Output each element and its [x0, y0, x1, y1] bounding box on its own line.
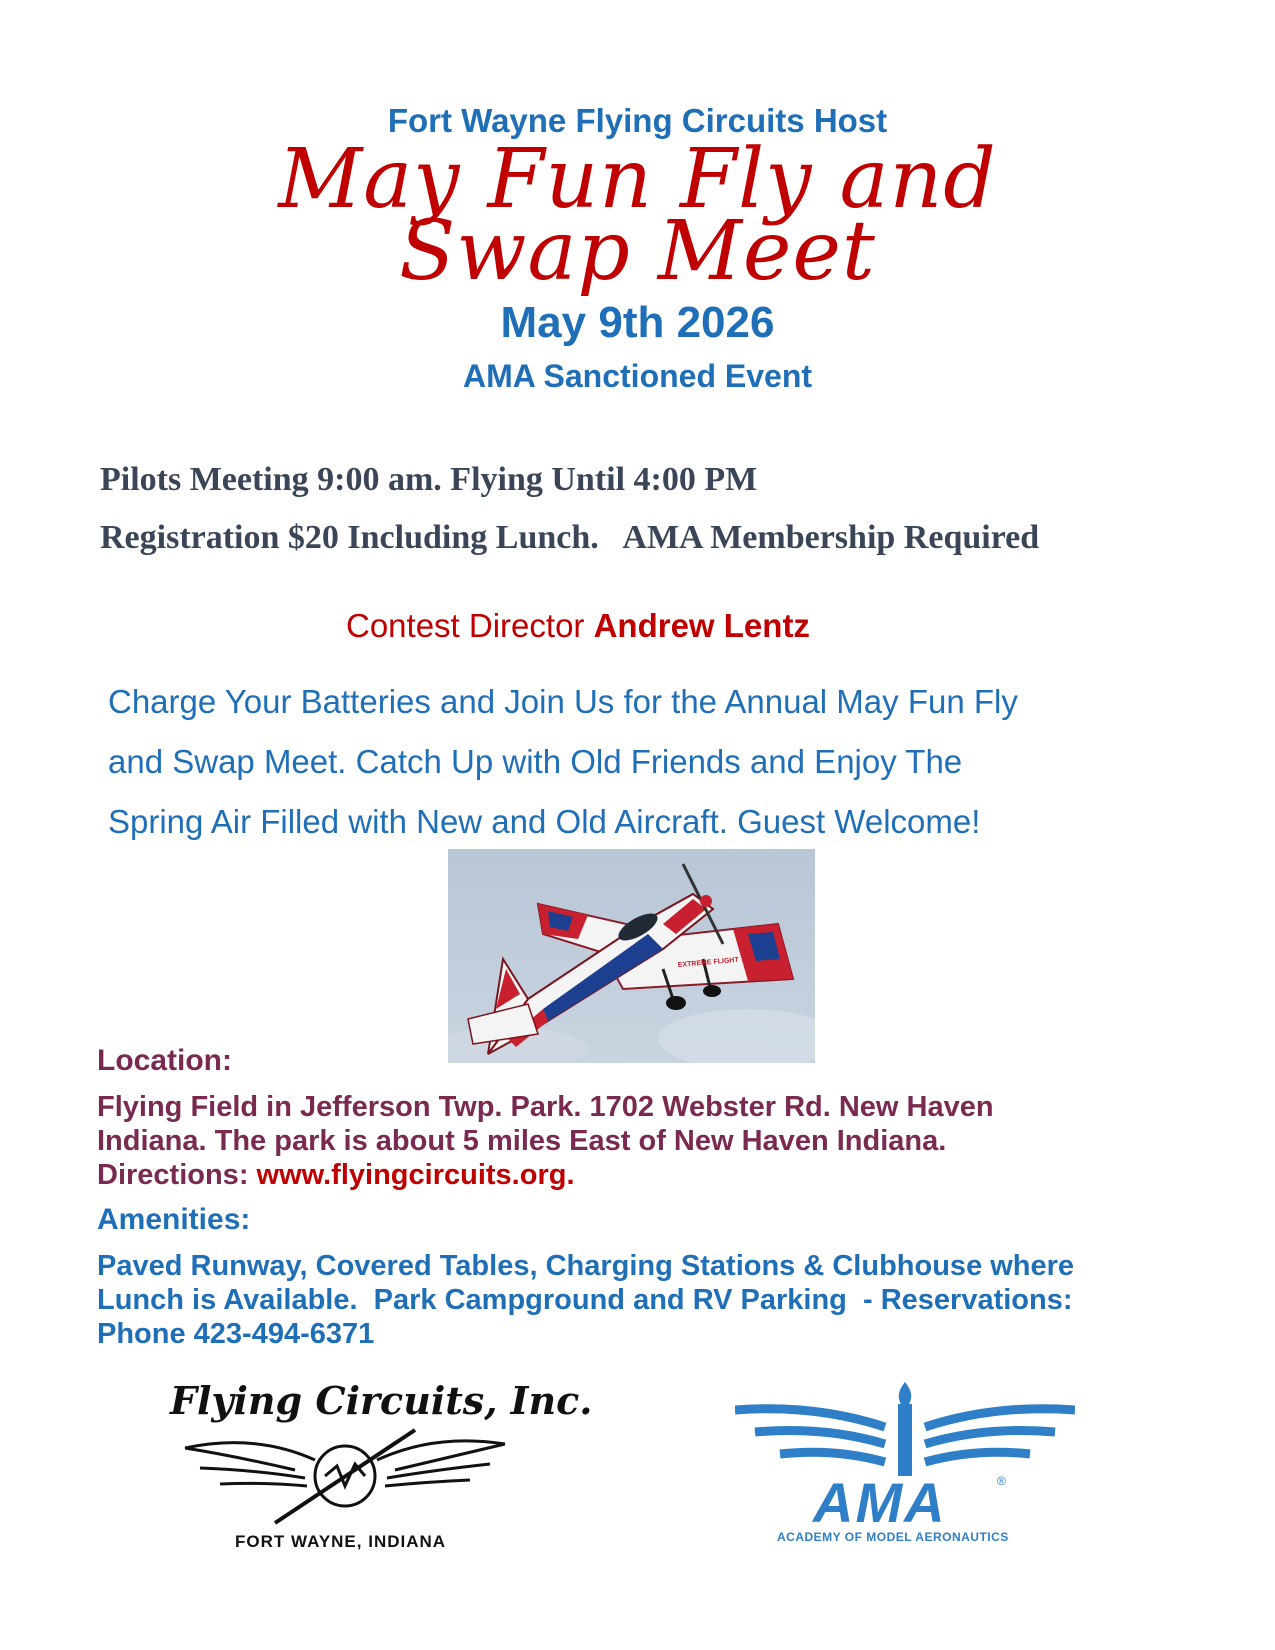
location-line: Indiana. The park is about 5 miles East of New Haven Indiana.: [97, 1125, 947, 1157]
amenities-heading: Amenities:: [97, 1203, 251, 1236]
ama-full-name: ACADEMY OF MODEL AERONAUTICS: [777, 1530, 1009, 1544]
amenities-line: Lunch is Available. Park Campground and RV Parking - Reservations:: [97, 1284, 1073, 1316]
event-date: May 9th 2026: [500, 298, 775, 347]
amenities-line: Phone 423-494-6371: [97, 1318, 375, 1350]
schedule-line: Pilots Meeting 9:00 am. Flying Until 4:00 PM: [100, 461, 758, 498]
contest-director-name: Andrew Lentz: [593, 607, 810, 644]
event-title-line-1: May Fun Fly and: [278, 132, 997, 227]
event-title-line-2: Swap Meet: [399, 204, 876, 299]
registration-line: Registration $20 Including Lunch. AMA Membership Required: [100, 519, 1040, 556]
host-line: Fort Wayne Flying Circuits Host: [387, 102, 888, 139]
sanction-line: AMA Sanctioned Event: [462, 358, 813, 394]
invitation-line: and Swap Meet. Catch Up with Old Friends and Enjoy The: [108, 743, 963, 780]
location-heading: Location:: [97, 1044, 232, 1077]
directions-line: [97, 1158, 1217, 1192]
invitation-line: Spring Air Filled with New and Old Aircraft. Guest Welcome!: [108, 803, 981, 840]
ama-logo: [735, 1382, 1075, 1552]
club-city: FORT WAYNE, INDIANA: [235, 1532, 447, 1551]
location-line: Flying Field in Jefferson Twp. Park. 1702 Webster Rd. New Haven: [97, 1091, 994, 1123]
location-body: [97, 1090, 1217, 1192]
invitation-line: Charge Your Batteries and Join Us for the Annual May Fun Fly: [108, 683, 1018, 720]
directions-label: Directions:: [97, 1159, 257, 1191]
club-name: Flying Circuits, Inc.: [170, 1378, 593, 1423]
directions-link[interactable]: www.flyingcircuits.org.: [256, 1159, 575, 1191]
airplane-photo: [448, 849, 815, 1063]
winged-emblem-icon: [165, 1378, 525, 1528]
plane-label: EXTREME FLIGHT: [677, 956, 740, 969]
registered-mark: ®: [997, 1474, 1006, 1488]
amenities-body: [97, 1249, 1222, 1351]
ama-wings-icon: [735, 1382, 1075, 1482]
airplane-icon: [448, 849, 815, 1063]
ama-acronym: AMA: [813, 1471, 947, 1534]
amenities-line: Paved Runway, Covered Tables, Charging Stations & Clubhouse where: [97, 1250, 1075, 1282]
contest-director-line: [346, 607, 810, 645]
flying-circuits-logo: [165, 1378, 593, 1558]
invitation-paragraph: [108, 672, 1218, 852]
contest-director-label: Contest Director: [346, 607, 594, 644]
